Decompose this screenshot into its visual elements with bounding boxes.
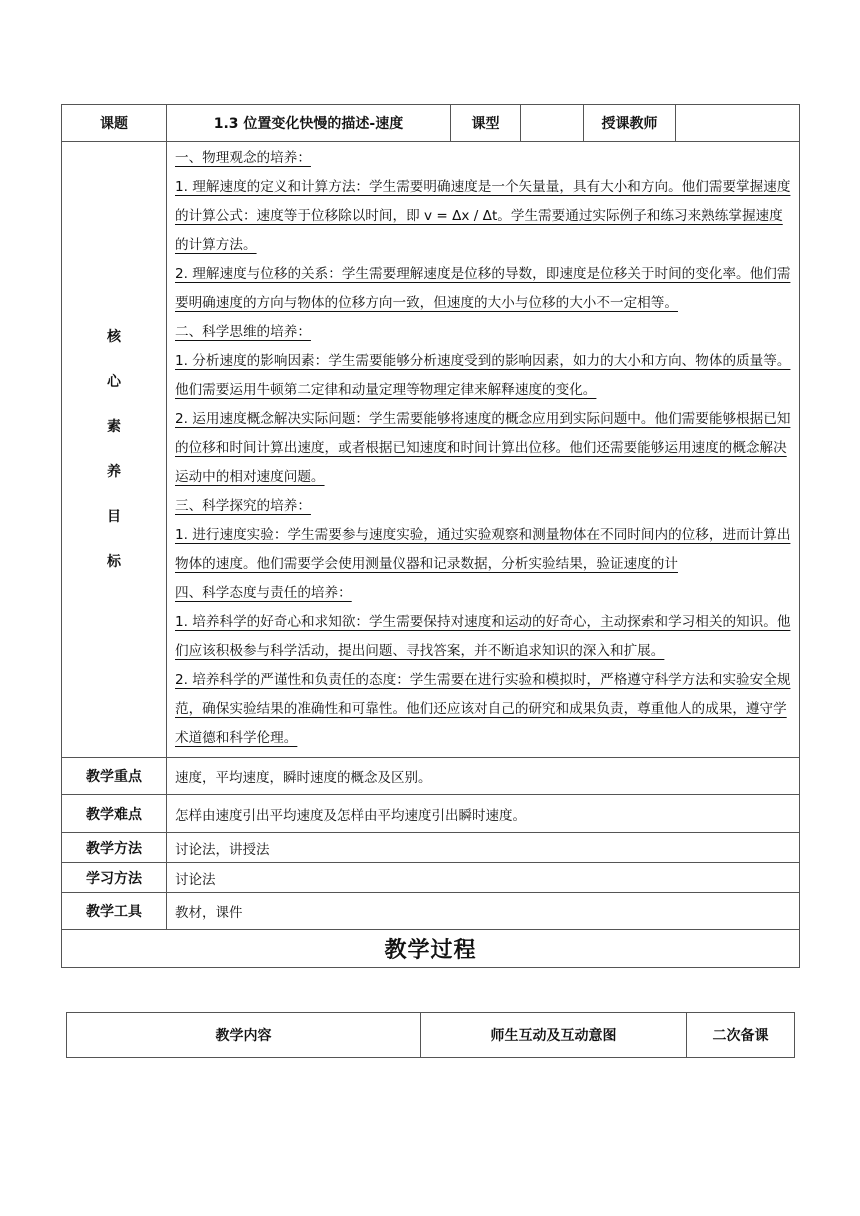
key-points-label: 教学重点 xyxy=(62,758,167,795)
core-label-char: 养 xyxy=(107,463,121,480)
section-item: 1. 培养科学的好奇心和求知欲：学生需要保持对速度和运动的好奇心，主动探索和学习相关的知识。他们应该积极参与科学活动，提出问题、寻找答案，并不断追求知识的深入和扩展。 xyxy=(175,614,791,659)
section-heading: 一、物理观念的培养： xyxy=(175,150,311,166)
process-title: 教学过程 xyxy=(62,930,800,968)
section-item: 1. 分析速度的影响因素：学生需要能够分析速度受到的影响因素，如力的大小和方向、物体的质量等。他们需要运用牛顿第二定律和动量定理等物理定律来解释速度的变化。 xyxy=(175,353,791,398)
key-points-value: 速度，平均速度，瞬时速度的概念及区别。 xyxy=(167,758,800,795)
section-item: 2. 理解速度与位移的关系：学生需要理解速度是位移的导数，即速度是位移关于时间的变化率。他们需要明确速度的方向与物体的位移方向一致，但速度的大小与位移的大小不一定相等。 xyxy=(175,266,791,311)
section-item: 2. 培养科学的严谨性和负责任的态度：学生需要在进行实验和模拟时，严格遵守科学方法和实验安全规范，确保实验结果的准确性和可靠性。他们还应该对自己的研究和成果负责，尊重他人的成果，遵守学术道德和科学伦理。 xyxy=(175,672,791,746)
core-label-char: 目 xyxy=(107,508,121,525)
section-heading: 三、科学探究的培养： xyxy=(175,498,311,514)
teaching-tools-value: 教材，课件 xyxy=(167,893,800,930)
teaching-tools-label: 教学工具 xyxy=(62,893,167,930)
type-value xyxy=(521,105,584,142)
section-item: 1. 进行速度实验：学生需要参与速度实验，通过实验观察和测量物体在不同时间内的位移，进而计算出物体的速度。他们需要学会使用测量仪器和记录数据，分析实验结果，验证速度的计 xyxy=(175,527,791,572)
core-label-char: 核 xyxy=(107,328,121,345)
process-table xyxy=(66,1012,795,1058)
teacher-value xyxy=(676,105,800,142)
difficulties-label: 教学难点 xyxy=(62,795,167,833)
teacher-label: 授课教师 xyxy=(584,105,676,142)
section-heading: 四、科学态度与责任的培养： xyxy=(175,585,352,601)
type-label: 课型 xyxy=(451,105,521,142)
teaching-method-label: 教学方法 xyxy=(62,833,167,863)
teaching-method-value: 讨论法，讲授法 xyxy=(167,833,800,863)
learning-method-value: 讨论法 xyxy=(167,863,800,893)
difficulties-value: 怎样由速度引出平均速度及怎样由平均速度引出瞬时速度。 xyxy=(167,795,800,833)
process-col-content: 教学内容 xyxy=(67,1013,421,1058)
process-col-revision: 二次备课 xyxy=(687,1013,795,1058)
topic-value: 1.3 位置变化快慢的描述-速度 xyxy=(167,105,451,142)
core-goals-label xyxy=(62,315,166,585)
core-label-char: 素 xyxy=(107,418,121,435)
learning-method-label: 学习方法 xyxy=(62,863,167,893)
core-label-char: 心 xyxy=(107,373,121,390)
core-goals-content xyxy=(167,142,800,758)
section-heading: 二、科学思维的培养： xyxy=(175,324,311,340)
process-col-interaction: 师生互动及互动意图 xyxy=(421,1013,687,1058)
section-item: 1. 理解速度的定义和计算方法：学生需要明确速度是一个矢量量，具有大小和方向。他们需要掌握速度的计算公式：速度等于位移除以时间，即 v = Δx / Δt。学生需要通过实际例子和练习来熟练掌握速度的计算方法。 xyxy=(175,179,791,253)
core-label-char: 标 xyxy=(107,553,121,570)
lesson-plan-table xyxy=(61,104,800,968)
topic-label: 课题 xyxy=(62,105,167,142)
section-item: 2. 运用速度概念解决实际问题：学生需要能够将速度的概念应用到实际问题中。他们需要能够根据已知的位移和时间计算出速度，或者根据已知速度和时间计算出位移。他们还需要能够运用速度的概念解决运动中的相对速度问题。 xyxy=(175,411,791,485)
core-goals-label-cell xyxy=(62,142,167,758)
